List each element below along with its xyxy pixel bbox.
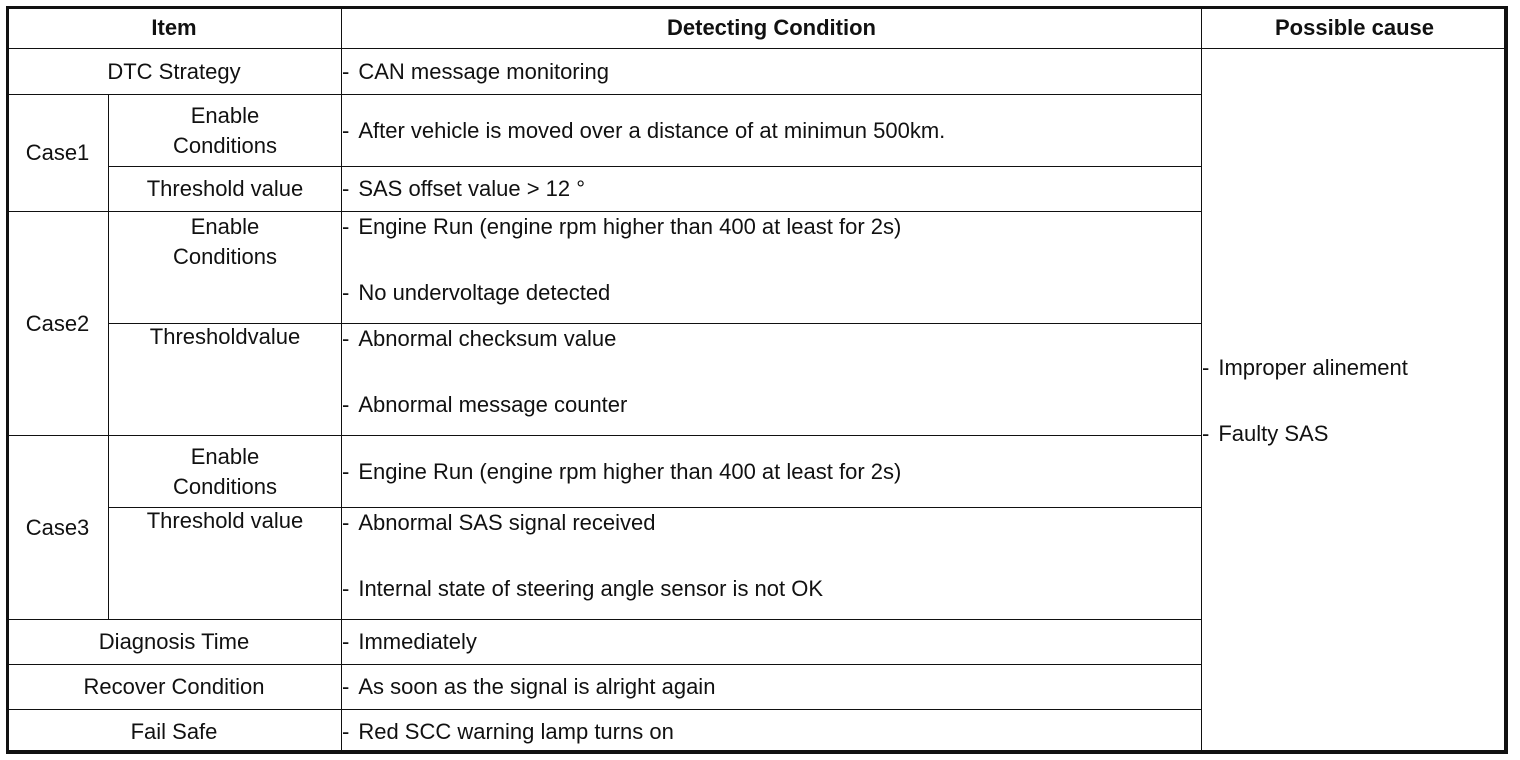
case3-threshold-condition: - Abnormal SAS signal received - Internal state of steering angle sensor is not OK [342, 508, 1202, 620]
recover-condition-value: - As soon as the signal is alright again [342, 665, 1202, 710]
case1-enable-condition: - After vehicle is moved over a distance of at minimun 500km. [342, 95, 1202, 167]
fail-safe-label: Fail Safe [7, 710, 342, 754]
case2-threshold-condition: - Abnormal checksum value - Abnormal message counter [342, 324, 1202, 436]
table-outer-border [6, 6, 1507, 753]
header-possible-cause: Possible cause [1202, 7, 1508, 49]
case1-threshold-label: Threshold value [109, 167, 342, 212]
diagnosis-time-condition: - Immediately [342, 620, 1202, 665]
case2-label: Case2 [7, 212, 109, 436]
case1-label: Case1 [7, 95, 109, 212]
case3-threshold-label: Threshold value [109, 508, 342, 620]
case3-enable-condition: - Engine Run (engine rpm higher than 400 at least for 2s) [342, 436, 1202, 508]
case1-threshold-condition: - SAS offset value > 12 ° [342, 167, 1202, 212]
case3-enable-label: Enable Conditions [109, 436, 342, 508]
cause-item-improper-alinement: - Improper alinement [1202, 355, 1408, 380]
diagnosis-time-label: Diagnosis Time [7, 620, 342, 665]
dtc-strategy-label: DTC Strategy [7, 49, 342, 95]
case3-label: Case3 [7, 436, 109, 620]
recover-condition-label: Recover Condition [7, 665, 342, 710]
fail-safe-condition: - Red SCC warning lamp turns on [342, 710, 1202, 754]
cause-item-faulty-sas: - Faulty SAS [1202, 421, 1329, 446]
case1-enable-label: Enable Conditions [109, 95, 342, 167]
case2-enable-condition: - Engine Run (engine rpm higher than 400 at least for 2s) - No undervoltage detected [342, 212, 1202, 324]
header-item: Item [7, 7, 342, 49]
case2-threshold-label: Thresholdvalue [109, 324, 342, 436]
dtc-strategy-condition: - CAN message monitoring [342, 49, 1202, 95]
case2-enable-label: Enable Conditions [109, 212, 342, 324]
header-detecting-condition: Detecting Condition [342, 7, 1202, 49]
